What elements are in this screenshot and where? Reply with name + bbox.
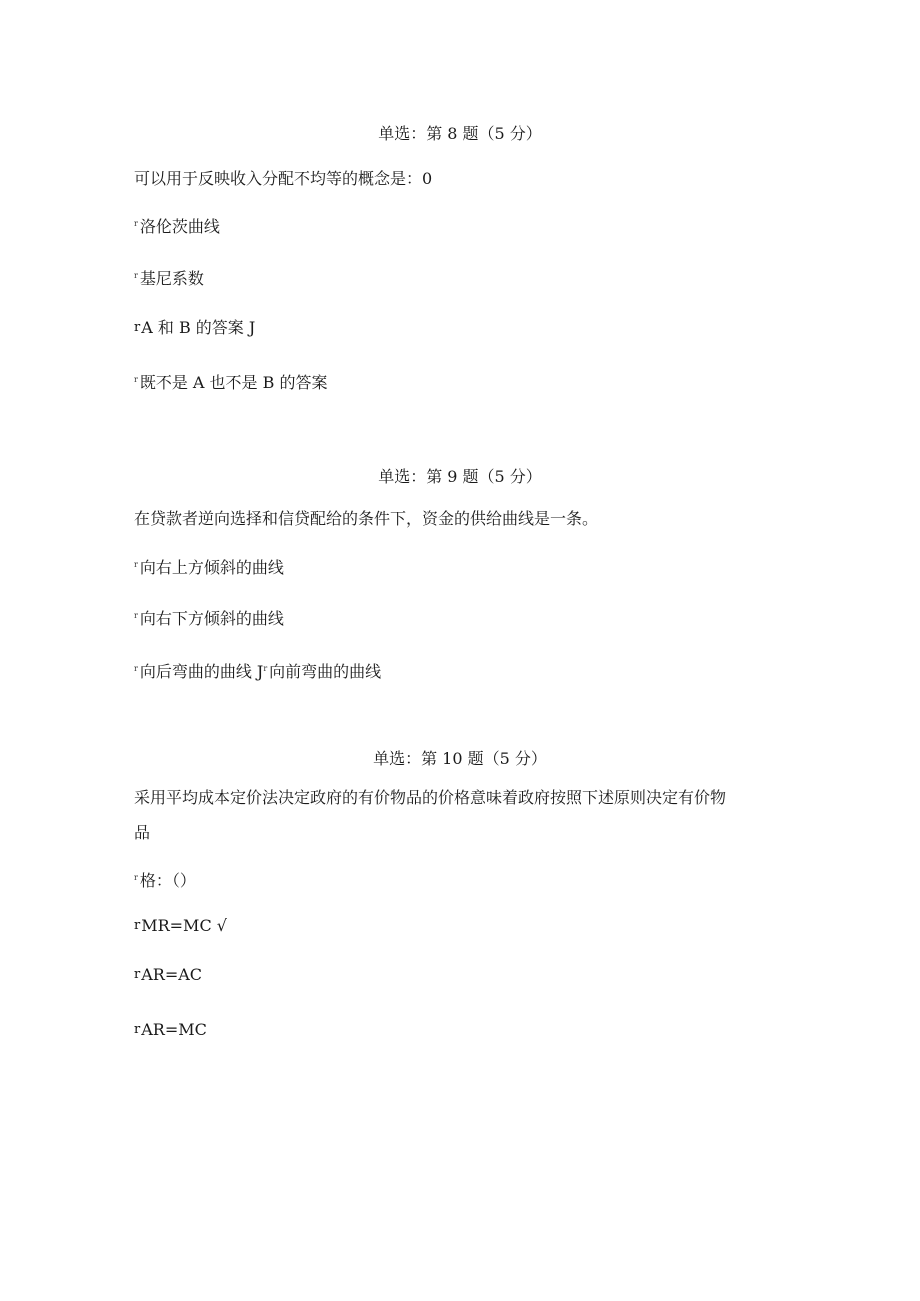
question-9-stem: 在贷款者逆向选择和信贷配给的条件下，资金的供给曲线是一条。	[134, 509, 599, 528]
option-label: 基尼系数	[139, 269, 204, 288]
question-10-stem-line-3	[134, 868, 196, 891]
radio-marker[interactable]: r	[134, 375, 138, 384]
radio-marker[interactable]: r	[134, 320, 141, 335]
radio-marker[interactable]: r	[263, 664, 268, 673]
question-9-option-3[interactable]	[134, 662, 263, 681]
question-8-stem: 可以用于反映收入分配不均等的概念是：0	[134, 169, 433, 188]
question-9-option-4[interactable]	[263, 662, 381, 681]
question-9-heading: 单选：第 9 题（5 分）	[378, 467, 542, 486]
option-label: AR=MC	[141, 1020, 207, 1039]
question-9-option-1[interactable]	[134, 555, 284, 578]
radio-marker[interactable]: r	[134, 611, 138, 620]
question-10-stem-line-1: 采用平均成本定价法决定政府的有价物品的价格意味着政府按照下述原则决定有价物	[134, 788, 727, 807]
radio-marker[interactable]: r	[134, 664, 138, 673]
option-label: A 和 B 的答案 J	[141, 318, 256, 337]
option-label: 向前弯曲的曲线	[269, 662, 382, 681]
radio-marker[interactable]: r	[134, 918, 141, 933]
radio-marker[interactable]: r	[134, 1022, 141, 1037]
radio-marker[interactable]: r	[134, 967, 141, 982]
option-label: 向右上方倾斜的曲线	[139, 558, 284, 577]
question-8-option-2[interactable]	[134, 266, 204, 289]
question-8-heading: 单选：第 8 题（5 分）	[378, 124, 542, 143]
question-10-option-3[interactable]	[134, 1020, 207, 1040]
question-9-options-3-4-row	[134, 659, 381, 682]
option-label: 既不是 A 也不是 B 的答案	[139, 373, 328, 392]
question-8-option-4[interactable]	[134, 370, 328, 393]
option-label: AR=AC	[141, 965, 203, 984]
question-8-option-1[interactable]	[134, 214, 220, 237]
option-label: 向后弯曲的曲线 J	[139, 662, 264, 681]
option-label: MR=MC √	[141, 916, 227, 935]
radio-marker[interactable]: r	[134, 560, 138, 569]
radio-marker[interactable]: r	[134, 873, 138, 882]
question-10-heading: 单选：第 10 题（5 分）	[373, 749, 547, 768]
option-label: 洛伦茨曲线	[139, 217, 220, 236]
question-10-stem-line-2: 品	[134, 823, 151, 842]
question-8-option-3[interactable]	[134, 318, 255, 338]
stem-text: 格：（）	[139, 871, 196, 890]
question-10-option-1[interactable]	[134, 916, 227, 936]
question-9-option-2[interactable]	[134, 606, 284, 629]
radio-marker[interactable]: r	[134, 271, 138, 280]
question-10-option-2[interactable]	[134, 965, 202, 985]
option-label: 向右下方倾斜的曲线	[139, 609, 284, 628]
radio-marker[interactable]: r	[134, 219, 138, 228]
